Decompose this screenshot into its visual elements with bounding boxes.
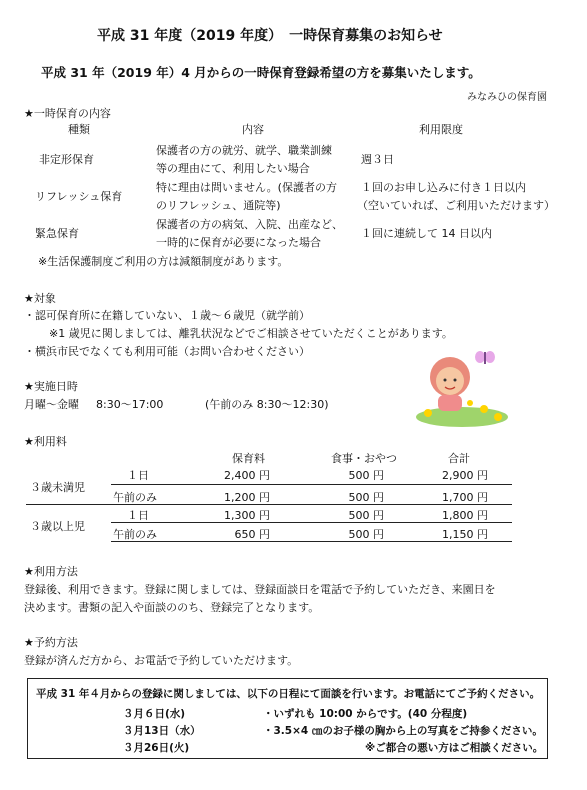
content-col-detail: 内容 bbox=[242, 123, 264, 136]
fees-row-meal: 500 円 bbox=[348, 469, 384, 482]
method-line: 登録後、利用できます。登録に関しましては、登録面談日を電話で予約していただき、来園日を bbox=[24, 583, 496, 596]
content-row-limit-line: （空いていれば、ご利用いただけます） bbox=[357, 199, 555, 212]
content-col-type: 種類 bbox=[68, 123, 90, 136]
fees-heading: ★利用料 bbox=[24, 435, 67, 448]
fees-row-fee: 650 円 bbox=[234, 528, 270, 541]
content-row-detail-line: 一時的に保育が必要になった場合 bbox=[156, 236, 321, 249]
schedule-hours: 8:30〜17:00 bbox=[96, 398, 164, 411]
content-row-detail-line: のリフレッシュ、通院等) bbox=[156, 199, 281, 212]
fees-group-label: ３歳以上児 bbox=[30, 520, 85, 533]
target-line: ・横浜市民でなくても利用可能（お問い合わせください） bbox=[24, 345, 310, 358]
child-illustration bbox=[414, 347, 522, 429]
fees-group-label: ３歳未満児 bbox=[30, 481, 85, 494]
notice-note: ※ご都合の悪い方はご相談ください。 bbox=[365, 742, 544, 754]
fees-row-total: 1,700 円 bbox=[442, 491, 488, 504]
fees-col-fee: 保育料 bbox=[232, 452, 265, 465]
fees-col-meal: 食事・おやつ bbox=[331, 452, 397, 465]
content-row-detail-line: 保護者の方の就労、就学、職業訓練 bbox=[156, 144, 332, 157]
flower bbox=[467, 400, 473, 406]
notice-date: ３月６日(水) bbox=[123, 708, 186, 720]
notice-date: ３月26日(火) bbox=[123, 742, 190, 754]
fees-row-total: 2,900 円 bbox=[442, 469, 488, 482]
content-row-type: 非定形保育 bbox=[39, 153, 94, 166]
child-body bbox=[438, 395, 462, 411]
fees-row-fee: 2,400 円 bbox=[224, 469, 270, 482]
target-heading: ★対象 bbox=[24, 292, 56, 305]
fees-divider bbox=[111, 484, 512, 485]
fees-row-total: 1,800 円 bbox=[442, 509, 488, 522]
fees-row-total: 1,150 円 bbox=[442, 528, 488, 541]
schedule-heading: ★実施日時 bbox=[24, 380, 78, 393]
content-row-detail-line: 等の理由にて、利用したい場合 bbox=[156, 162, 310, 175]
reserve-heading: ★予約方法 bbox=[24, 636, 78, 649]
interview-notice-box bbox=[27, 678, 548, 759]
fees-row-fee: 1,300 円 bbox=[224, 509, 270, 522]
fees-row-period: 午前のみ bbox=[113, 491, 157, 504]
fees-divider bbox=[111, 541, 512, 542]
child-face bbox=[436, 367, 464, 395]
butterfly-icon bbox=[475, 351, 495, 364]
content-row-type: 緊急保育 bbox=[35, 227, 79, 240]
fees-divider bbox=[26, 504, 512, 505]
flower bbox=[494, 413, 502, 421]
content-row-limit-line: 週３日 bbox=[361, 153, 394, 166]
notice-note: ・いずれも 10:00 からです。(40 分程度) bbox=[263, 708, 468, 720]
method-line: 決めます。書類の記入や面談ののち、登録完了となります。 bbox=[24, 601, 320, 614]
flower bbox=[480, 405, 488, 413]
content-note: ※生活保護制度ご利用の方は減額制度があります。 bbox=[38, 255, 289, 268]
fees-row-period: １日 bbox=[127, 509, 149, 522]
fees-row-meal: 500 円 bbox=[348, 491, 384, 504]
flower bbox=[424, 409, 432, 417]
target-line: ※1 歳児に関しましては、離乳状況などでご相談させていただくことがあります。 bbox=[49, 327, 453, 340]
reserve-text: 登録が済んだ方から、お電話で予約していただけます。 bbox=[24, 654, 299, 667]
fees-col-total: 合計 bbox=[448, 452, 470, 465]
fees-row-period: １日 bbox=[127, 469, 149, 482]
schedule-days: 月曜〜金曜 bbox=[24, 398, 79, 411]
content-heading: ★一時保育の内容 bbox=[24, 107, 111, 120]
fees-row-meal: 500 円 bbox=[348, 509, 384, 522]
fees-divider bbox=[111, 522, 512, 523]
method-heading: ★利用方法 bbox=[24, 565, 78, 578]
notice-date: ３月13日（水） bbox=[123, 725, 201, 737]
fees-row-fee: 1,200 円 bbox=[224, 491, 270, 504]
fees-row-period: 午前のみ bbox=[113, 528, 157, 541]
content-row-detail-line: 特に理由は問いません。(保護者の方 bbox=[156, 181, 337, 194]
page-title: 平成 31 年度（2019 年度） 一時保育募集のお知らせ bbox=[97, 28, 443, 44]
fees-row-meal: 500 円 bbox=[348, 528, 384, 541]
schedule-morning: (午前のみ 8:30〜12:30) bbox=[205, 398, 329, 411]
content-row-type: リフレッシュ保育 bbox=[35, 190, 123, 203]
notice-note: ・3.5×4 ㎝のお子様の胸から上の写真をご持参ください。 bbox=[263, 725, 543, 737]
content-row-limit-line: １回に連続して 14 日以内 bbox=[361, 227, 492, 240]
content-row-limit-line: １回のお申し込みに付き１日以内 bbox=[361, 181, 526, 194]
notice-headline: 平成 31 年４月からの登録に関しましては、以下の日程にて面談を行います。お電話にてご予約ください。 bbox=[36, 688, 541, 700]
content-col-limit: 利用限度 bbox=[419, 123, 463, 136]
target-line: ・認可保育所に在籍していない、１歳〜６歳児（就学前） bbox=[24, 309, 310, 322]
page-subtitle: 平成 31 年（2019 年）4 月からの一時保育登録希望の方を募集いたします。 bbox=[41, 65, 481, 80]
org-name: みなみひの保育園 bbox=[467, 92, 547, 103]
content-row-detail-line: 保護者の方の病気、入院、出産など、 bbox=[156, 218, 343, 231]
